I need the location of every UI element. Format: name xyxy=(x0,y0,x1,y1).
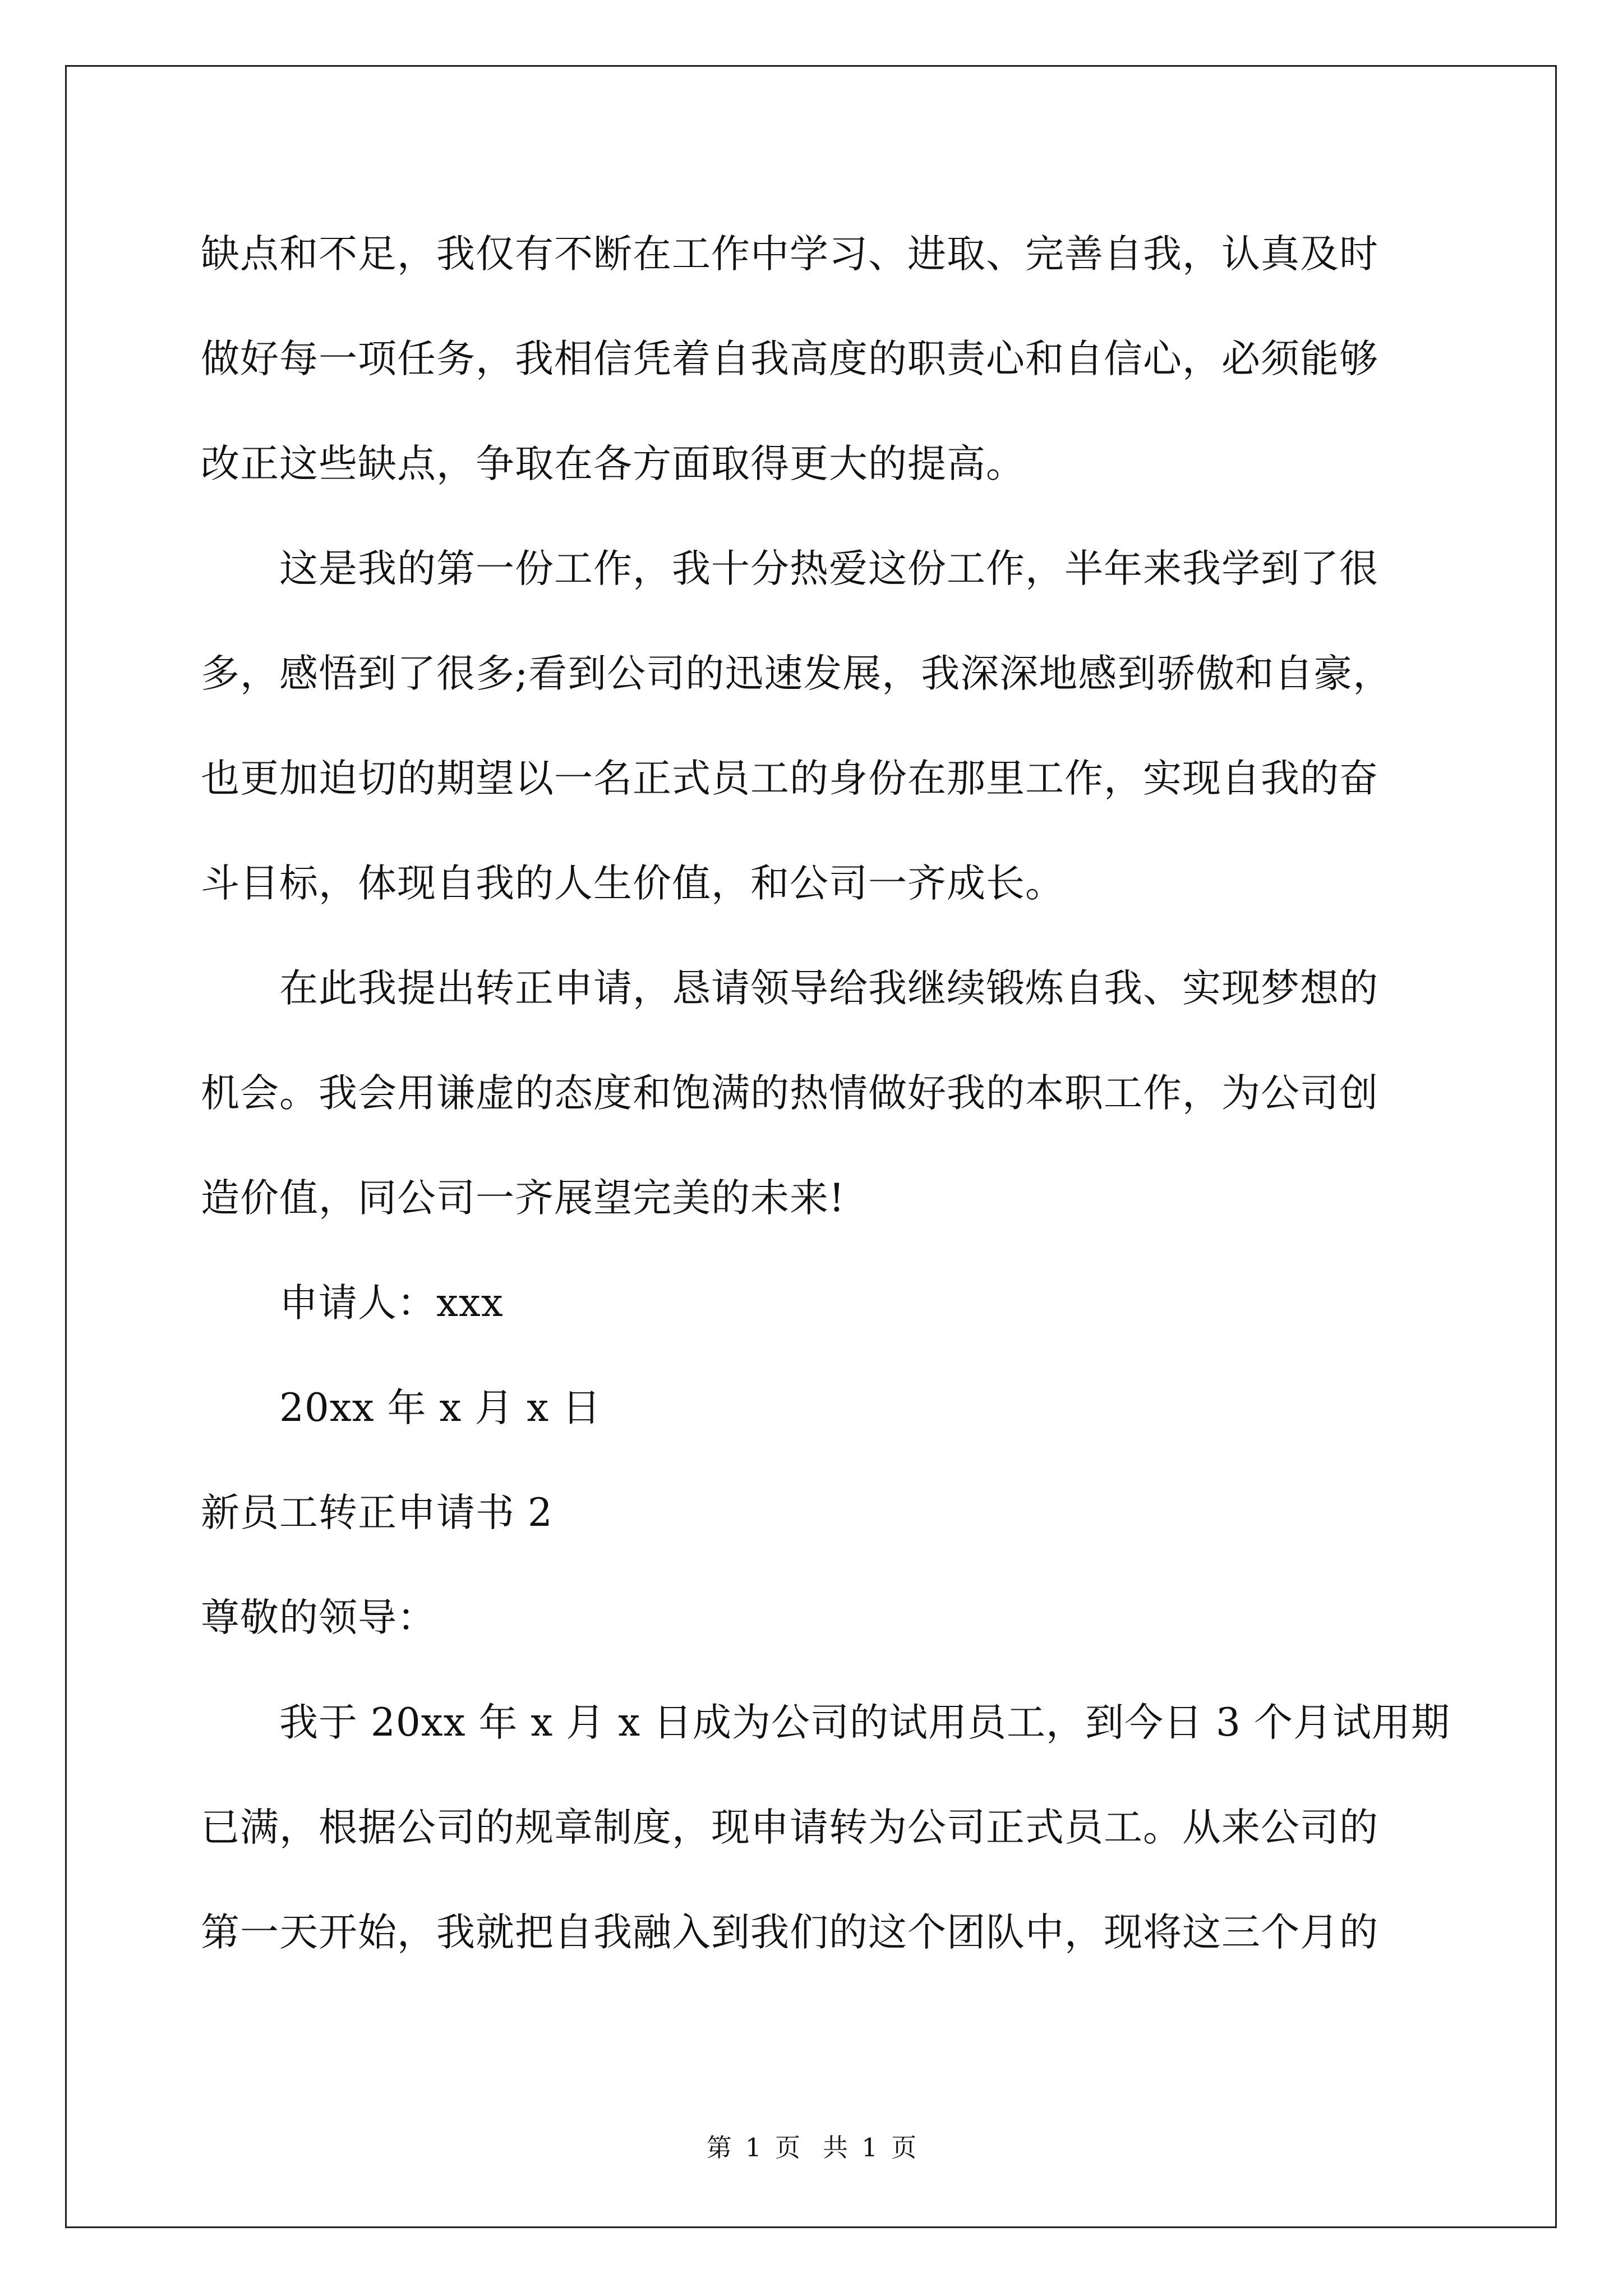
text-line: 多，感悟到了很多;看到公司的迅速发展，我深深地感到骄傲和自豪， xyxy=(201,651,1393,696)
text-line: 缺点和不足，我仅有不断在工作中学习、进取、完善自我，认真及时 xyxy=(201,232,1378,277)
text-line: 造价值，同公司一齐展望完美的未来! xyxy=(201,1176,845,1221)
text-line: 我于 20xx 年 x 月 x 日成为公司的试用员工，到今日 3 个月试用期 xyxy=(279,1700,1450,1745)
text-line: 已满，根据公司的规章制度，现申请转为公司正式员工。从来公司的 xyxy=(201,1805,1378,1850)
text-line: 这是我的第一份工作，我十分热爱这份工作，半年来我学到了很 xyxy=(279,546,1378,591)
date-line: 20xx 年 x 月 x 日 xyxy=(279,1386,602,1430)
page-number: 第 1 页 xyxy=(706,2133,800,2162)
section-title: 新员工转正申请书 2 xyxy=(201,1490,553,1535)
salutation: 尊敬的领导： xyxy=(201,1595,436,1640)
document-body xyxy=(201,202,1450,1985)
page-footer xyxy=(0,2127,1623,2164)
text-line: 第一天开始，我就把自我融入到我们的这个团队中，现将这三个月的 xyxy=(201,1910,1378,1955)
text-line: 改正这些缺点，争取在各方面取得更大的提高。 xyxy=(201,441,1025,486)
text-line: 也更加迫切的期望以一名正式员工的身份在那里工作，实现自我的奋 xyxy=(201,756,1378,801)
text-line: 斗目标，体现自我的人生价值，和公司一齐成长。 xyxy=(201,861,1064,906)
text-line: 在此我提出转正申请，恳请领导给我继续锻炼自我、实现梦想的 xyxy=(279,966,1378,1011)
applicant-line: 申请人：xxx xyxy=(279,1281,504,1326)
page-total: 共 1 页 xyxy=(823,2133,917,2162)
text-line: 机会。我会用谦虚的态度和饱满的热情做好我的本职工作，为公司创 xyxy=(201,1071,1378,1116)
text-line: 做好每一项任务，我相信凭着自我高度的职责心和自信心，必须能够 xyxy=(201,337,1378,381)
